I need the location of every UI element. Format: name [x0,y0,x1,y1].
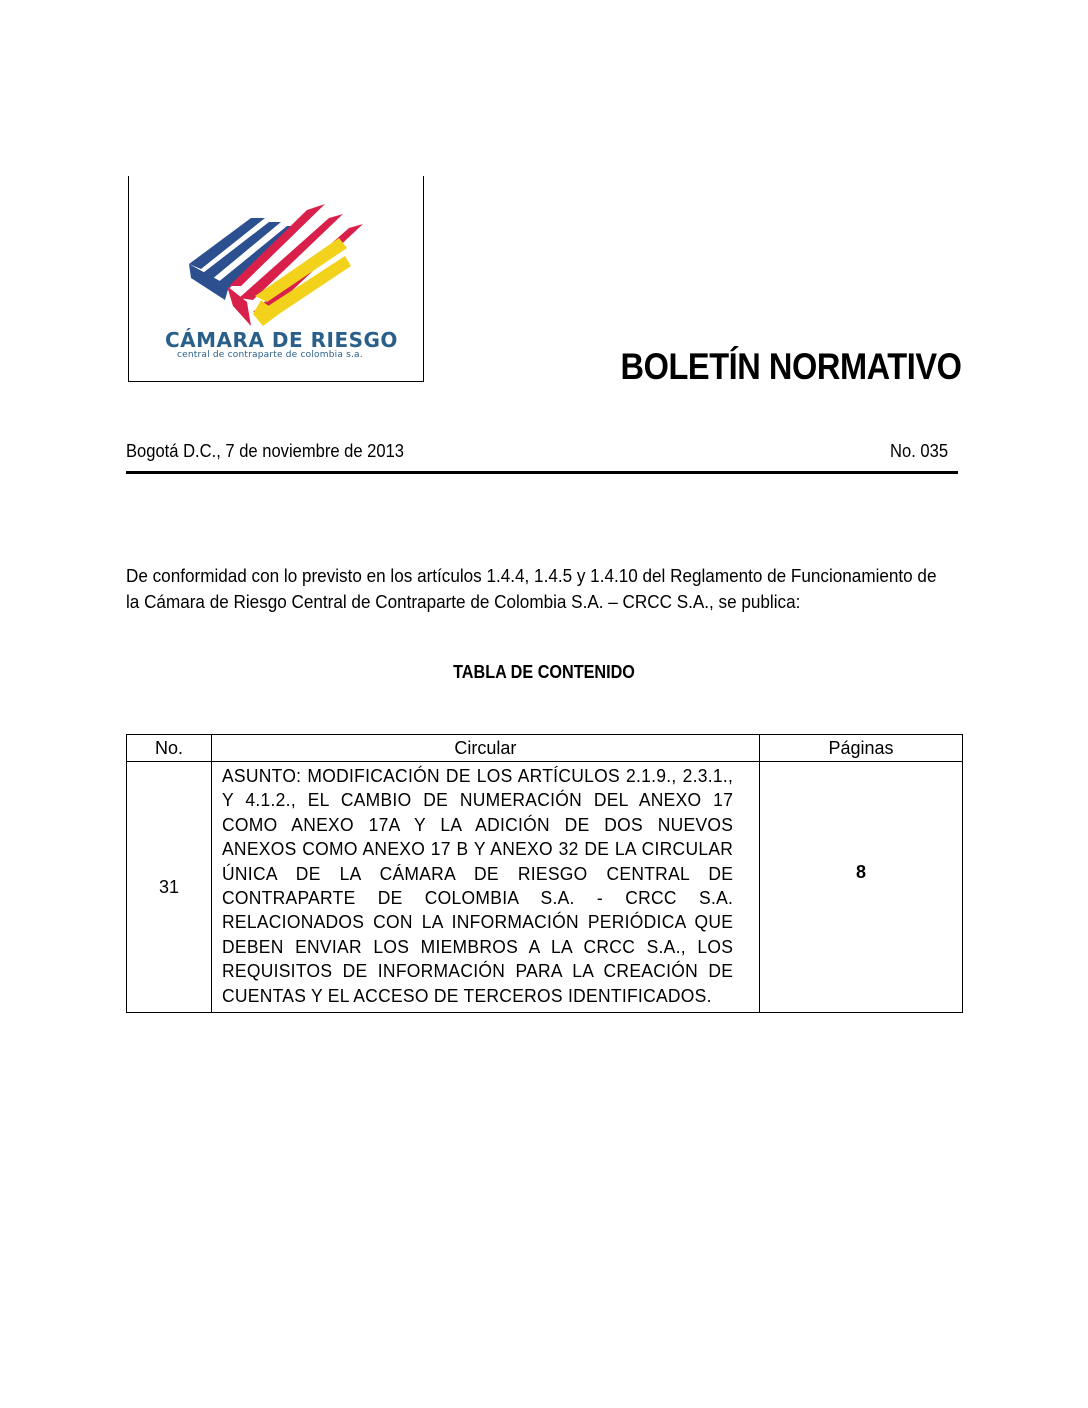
toc-col-no: No. [127,735,212,762]
toc-table [126,734,963,1013]
toc-heading [0,662,1088,683]
toc-row-circular-cell [211,762,759,1013]
logo-tagline: central de contraparte de colombia s.a. [177,350,363,360]
intro-line-1: De conformidad con lo previsto en los artículos 1.4.4, 1.4.5 y 1.4.10 del Reglamento de Funcionamiento de [126,565,937,586]
intro-paragraph [126,563,959,615]
logo-wordmark: CÁMARA DE RIESGO [165,328,398,352]
bulletin-number: No. 035 [889,441,948,461]
toc-heading-text: TABLA DE CONTENIDO [453,662,635,682]
company-logo [128,176,424,382]
toc-header-row [127,735,963,762]
header-divider [126,471,958,474]
toc-row-paginas: 8 [759,762,962,1013]
toc-col-circular: Circular [211,735,759,762]
table-row [127,762,963,1013]
bulletin-title: BOLETÍN NORMATIVO [620,346,962,387]
toc-col-paginas: Páginas [759,735,962,762]
toc-row-circular: ASUNTO: MODIFICACIÓN DE LOS ARTÍCULOS 2.1.9., 2.3.1., Y 4.1.2., EL CAMBIO DE NUMERACIÓN DEL ANEXO 17 COMO ANEXO 17A Y LA ADICIÓN DE DOS NUEVOS ANEXOS COMO ANEXO 17 B Y ANEXO 32 DE LA CIRCULAR ÚNICA DE LA CÁMARA DE RIESGO CENTRAL DE CONTRAPARTE DE COLOMBIA S.A. - CRCC S.A. RELACIONADOS CON LA INFORMACIÓN PERIÓDICA QUE DEBEN ENVIAR LOS MIEMBROS A LA CRCC S.A., LOS REQUISITOS DE INFORMACIÓN PARA LA CREACIÓN DE CUENTAS Y EL ACCESO DE TERCEROS IDENTIFICADOS. [221,766,734,1006]
intro-line-2: la Cámara de Riesgo Central de Contraparte de Colombia S.A. – CRCC S.A., se publica: [126,591,801,612]
dateline: Bogotá D.C., 7 de noviembre de 2013 [126,441,405,461]
toc-row-no: 31 [127,762,212,1013]
